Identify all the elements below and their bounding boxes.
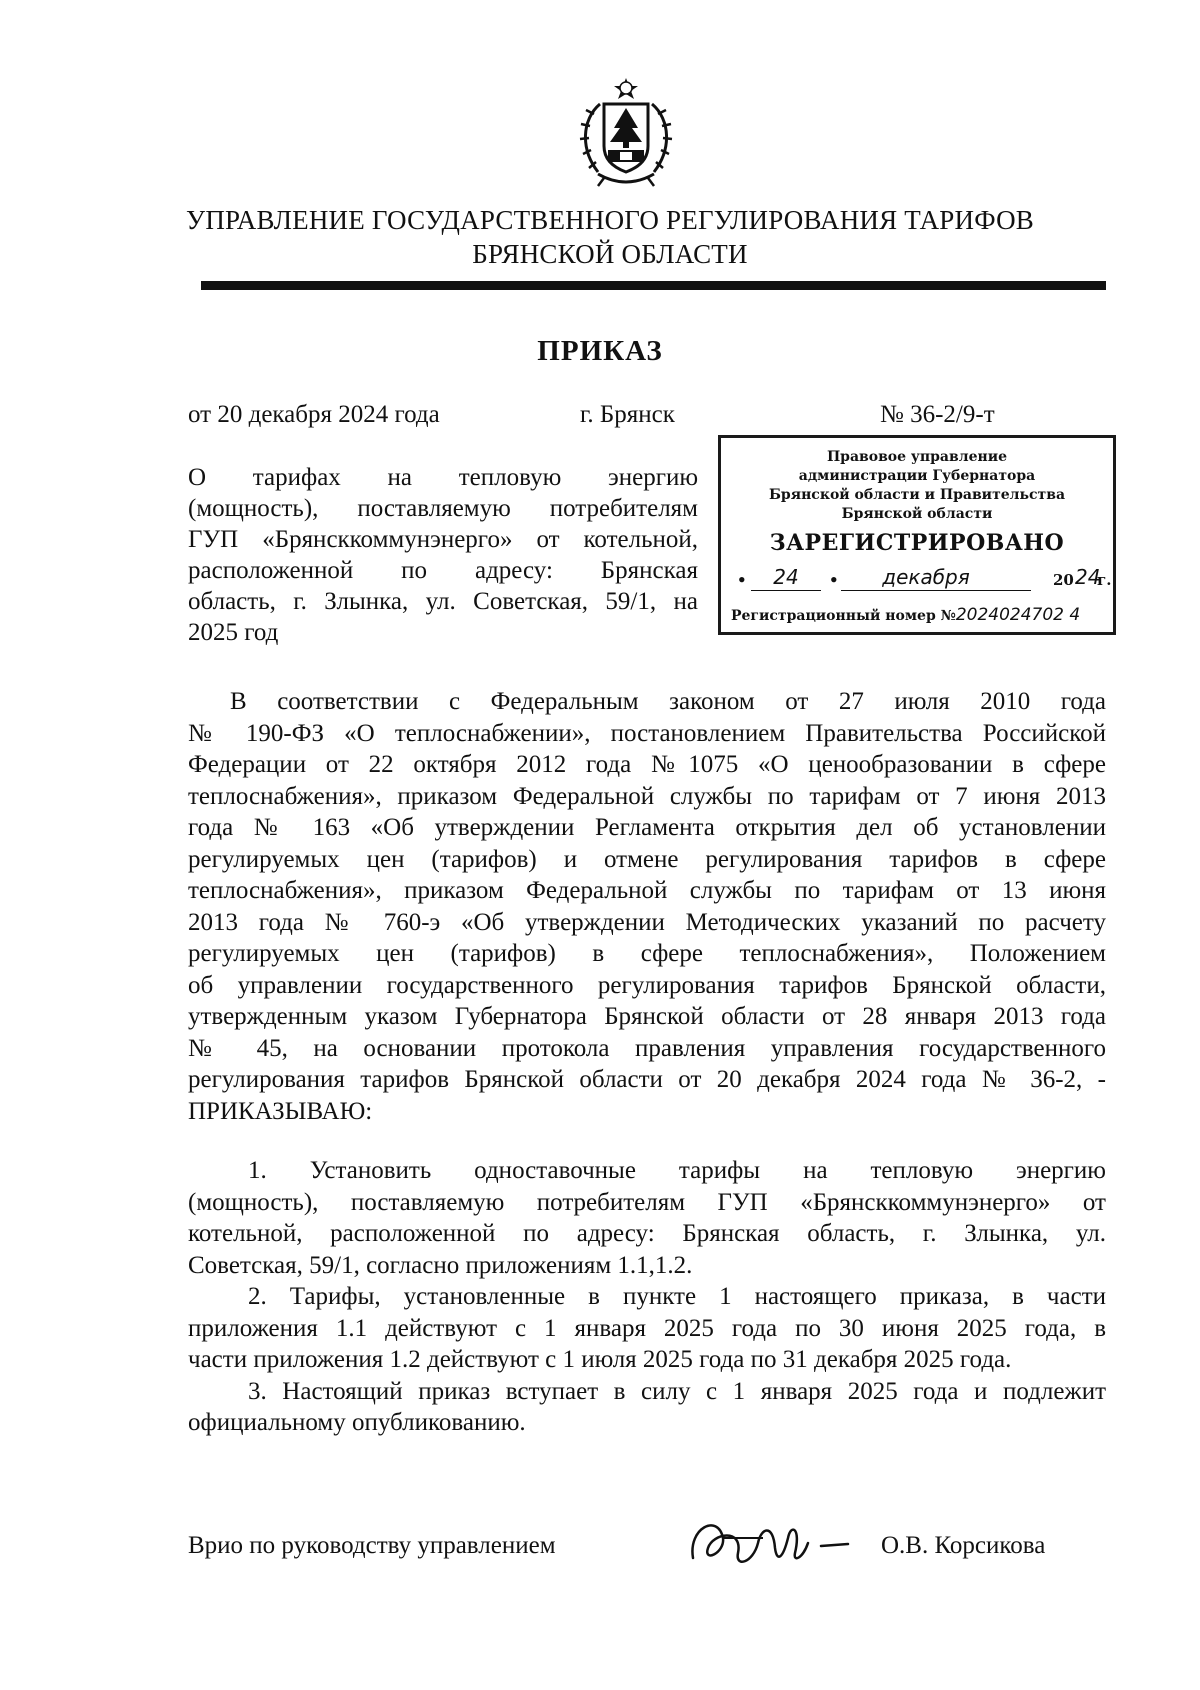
stamp-regno-value: 2024024702 4 — [955, 605, 1081, 625]
stamp-year-prefix: 20 — [1053, 571, 1074, 589]
stamp-month-handwritten: декабря — [882, 565, 970, 589]
handwritten-signature — [683, 1508, 863, 1578]
stamp-day-handwritten: 24 — [773, 565, 799, 589]
preamble-line: № 190-ФЗ «О теплоснабжении», постановлением Правительства Российской — [188, 719, 1106, 747]
preamble-line: № 45, на основании протокола правления управления государственного — [188, 1034, 1106, 1062]
preamble-line: утвержденным указом Губернатора Брянской области от 28 января 2013 года — [188, 1003, 1106, 1030]
item-line: 3. Настоящий приказ вступает в силу с 1 января 2025 года и подлежит — [248, 1377, 1106, 1405]
item-line: официальному опубликованию. — [188, 1409, 526, 1436]
signature-block — [188, 1518, 1106, 1578]
preamble-paragraph — [188, 686, 1106, 1127]
stamp-year-handwritten: 24 — [1075, 565, 1101, 589]
item-line: 1. Установить одноставочные тарифы на тепловую энергию — [248, 1157, 1106, 1184]
document-type-title: ПРИКАЗ — [537, 335, 663, 367]
coat-of-arms-emblem — [570, 74, 682, 190]
preamble-line: 2013 года № 760-э «Об утверждении Методических указаний по расчету — [188, 908, 1106, 936]
order-items — [188, 1155, 1106, 1439]
subject-line: 2025 год — [188, 619, 279, 646]
document-city: г. Брянск — [580, 401, 675, 428]
subject-line: область, г. Злынка, ул. Советская, 59/1, на — [188, 588, 698, 615]
organization-name-line2: БРЯНСКОЙ ОБЛАСТИ — [472, 239, 748, 269]
item-line: (мощность), поставляемую потребителям ГУП «Брянсккоммунэнерго» от — [188, 1188, 1106, 1216]
stamp-line: Брянской области — [841, 506, 993, 522]
stamp-line: Брянской области и Правительства — [768, 487, 1066, 503]
document-date: от 20 декабря 2024 года — [188, 401, 440, 428]
stamp-line: администрации Губернатора — [798, 468, 1036, 484]
order-keyword: ПРИКАЗЫВАЮ: — [188, 1097, 373, 1125]
item-line: 2. Тарифы, установленные в пункте 1 настоящего приказа, в части — [248, 1283, 1106, 1310]
organization-name-line1: УПРАВЛЕНИЕ ГОСУДАРСТВЕННОГО РЕГУЛИРОВАНИЯ ТАРИФОВ — [186, 205, 1034, 235]
registration-stamp — [718, 435, 1116, 635]
subject-line: (мощность), поставляемую потребителям — [188, 495, 698, 522]
stamp-status: ЗАРЕГИСТРИРОВАНО — [769, 530, 1065, 556]
document-number: № 36-2/9-т — [880, 401, 995, 428]
signatory-title: Врио по руководству управлением — [188, 1532, 556, 1559]
header-divider — [201, 281, 1106, 290]
preamble-line: В соответствии с Федеральным законом от 27 июля 2010 года — [230, 688, 1106, 715]
subject-line: расположенной по адресу: Брянская — [188, 557, 698, 584]
preamble-line: регулирования тарифов Брянской области от 20 декабря 2024 года № 36-2, - — [188, 1066, 1106, 1093]
item-line: части приложения 1.2 действуют с 1 июля 2025 года по 31 декабря 2025 года. — [188, 1346, 1012, 1373]
stamp-registration-number — [731, 605, 1080, 625]
item-line: приложения 1.1 действуют с 1 января 2025 года по 30 июня 2025 года, в — [188, 1314, 1106, 1342]
document-subject — [188, 462, 698, 648]
subject-line: О тарифах на тепловую энергию — [188, 464, 698, 491]
preamble-line: Федерации от 22 октября 2012 года №1075 «О ценообразовании в сфере — [188, 751, 1106, 778]
item-line: Советская, 59/1, согласно приложениям 1.1,1.2. — [188, 1251, 693, 1279]
preamble-line: регулируемых цен (тарифов) и отмене регулирования тарифов в сфере — [188, 845, 1106, 873]
signatory-name: О.В. Корсикова — [881, 1532, 1046, 1559]
stamp-year-suffix: г. — [1097, 571, 1112, 589]
stamp-regno-label: Регистрационный номер № — [731, 608, 956, 624]
preamble-line: об управлении государственного регулирования тарифов Брянской области, — [188, 971, 1106, 999]
stamp-line: Правовое управление — [826, 449, 1008, 465]
stamp-date: • 24 • декабря 20 24 г. — [737, 565, 1112, 589]
preamble-line: года № 163 «Об утверждении Регламента открытия дел об установлении — [188, 814, 1106, 841]
item-line: котельной, расположенной по адресу: Брянская область, г. Злынка, ул. — [188, 1220, 1106, 1247]
subject-line: ГУП «Брянсккоммунэнерго» от котельной, — [188, 526, 698, 553]
preamble-line: теплоснабжения», приказом Федеральной службы по тарифам от 13 июня — [188, 877, 1106, 904]
preamble-line: регулируемых цен (тарифов) в сфере теплоснабжения», Положением — [188, 940, 1106, 967]
preamble-line: теплоснабжения», приказом Федеральной службы по тарифам от 7 июня 2013 — [188, 782, 1106, 810]
